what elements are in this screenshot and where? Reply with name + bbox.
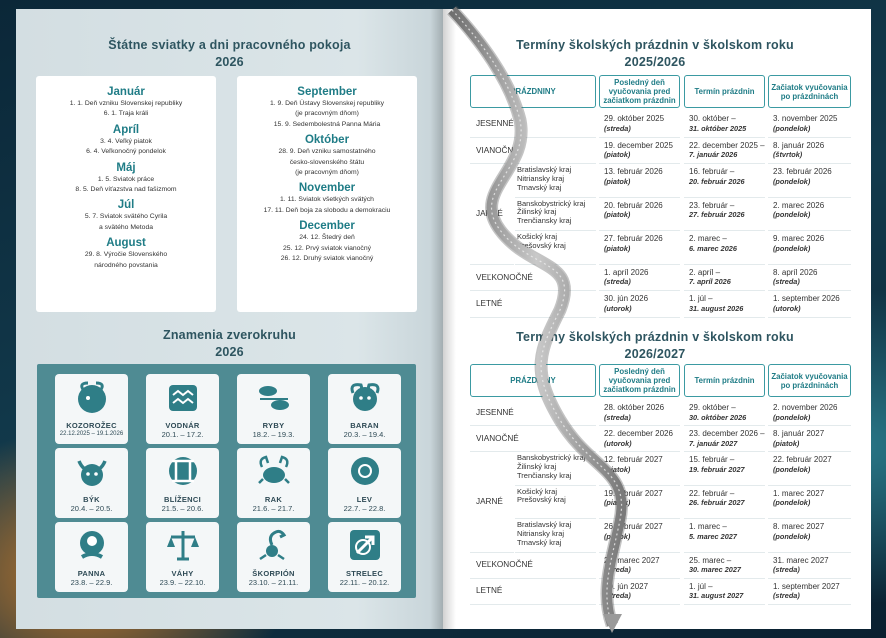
table-cell	[684, 519, 765, 553]
table-cell	[684, 426, 765, 452]
cell-weekday: 27. február 2026	[689, 210, 745, 219]
table-header: Termín prázdnin	[684, 364, 765, 397]
capricorn-icon	[74, 379, 110, 415]
cell-value: 30. október –	[689, 114, 736, 123]
zodiac-title: Znamenia zverokruhu	[163, 328, 296, 342]
table-cell	[599, 265, 680, 292]
cell-weekday: (utorok)	[604, 438, 632, 448]
month-name: Apríl	[112, 123, 140, 136]
cell-value: 1. apríl 2026	[604, 267, 649, 277]
table-header: Posledný deň vyučovania pred začiatkom prázdnin	[599, 75, 680, 108]
month-name: Máj	[116, 161, 136, 174]
region-name: Trnavský kraj	[517, 537, 562, 547]
cell-weekday: (streda)	[604, 591, 631, 600]
table-cell	[684, 138, 765, 165]
holiday-month	[36, 161, 216, 196]
table-cell	[599, 452, 680, 486]
cell-value: 16. február –	[689, 167, 735, 176]
cell-value: 31. marec 2027	[773, 555, 829, 565]
table-cell	[768, 579, 851, 605]
zodiac-card	[146, 448, 219, 518]
zodiac-name: RAK	[264, 495, 283, 504]
zodiac-name: VÁHY	[171, 569, 194, 578]
row-label: VEĽKONOČNÉ	[470, 553, 596, 579]
zodiac-name: BLÍŽENCI	[164, 495, 201, 504]
zodiac-card	[237, 374, 310, 444]
month-name: Január	[107, 86, 145, 98]
holiday-entry: 17. 11. Deň boja za slobodu a demokraciu	[263, 206, 391, 214]
table-cell	[684, 291, 765, 318]
zodiac-dates: 21.6. – 21.7.	[252, 504, 295, 513]
cell-weekday: (streda)	[604, 412, 631, 422]
month-name: August	[106, 237, 146, 250]
cell-weekday: (pondelok)	[773, 123, 811, 133]
region-name: Banskobystrický kraj	[517, 198, 586, 208]
zodiac-panel	[37, 364, 416, 598]
cell-value: 3. november 2025	[773, 114, 838, 123]
cell-value: 1. júl –	[689, 581, 713, 591]
cell-weekday: 30. marec 2027	[689, 565, 741, 574]
region-name: Trnavský kraj	[517, 182, 562, 192]
table-cell	[684, 265, 765, 292]
cell-value: 2. marec –	[689, 234, 727, 243]
row-label: JARNÉ	[470, 452, 514, 553]
region-name: Košický kraj	[517, 486, 558, 496]
holidays-right-box	[237, 76, 417, 312]
holiday-entry: 15. 9. Sedembolestná Panna Mária	[273, 120, 381, 128]
cell-value: 19. december 2025	[604, 140, 673, 150]
holiday-month	[36, 85, 216, 120]
table1-heading	[455, 38, 855, 69]
table-cell	[768, 198, 851, 232]
cell-weekday: (streda)	[773, 591, 800, 600]
cancer-icon	[256, 453, 292, 489]
holiday-entry: 6. 4. Veľkonočný pondelok	[86, 148, 166, 156]
holiday-entry: (je pracovným dňom)	[295, 110, 359, 118]
cell-weekday: 7. január 2027	[689, 438, 738, 448]
cell-weekday: (streda)	[604, 123, 631, 133]
table-cell	[768, 553, 851, 579]
region-name: Banskobystrický kraj	[517, 453, 586, 462]
table-cell	[768, 291, 851, 318]
table-cell	[599, 111, 680, 138]
row-label: VIANOČNÉ	[470, 138, 596, 165]
cell-weekday: (pondelok)	[773, 464, 811, 474]
month-name: November	[298, 182, 356, 195]
cell-value: 15. február –	[689, 455, 735, 464]
table-cell	[599, 138, 680, 165]
row-label: JARNÉ	[470, 164, 514, 265]
zodiac-heading	[16, 328, 443, 359]
month-name: Júl	[117, 199, 135, 212]
region-cell	[515, 486, 596, 520]
table-cell	[768, 138, 851, 165]
region-name: Trenčiansky kraj	[517, 216, 572, 226]
holiday-month	[237, 85, 417, 130]
holiday-month	[237, 181, 417, 216]
zodiac-name: ŠKORPIÓN	[252, 569, 295, 578]
cell-value: 26. február 2027	[604, 522, 663, 531]
cell-weekday: (streda)	[773, 565, 800, 574]
zodiac-name: RYBY	[262, 421, 285, 430]
cell-weekday: (piatok)	[604, 243, 631, 253]
holiday-entry: 1. 1. Deň vzniku Slovenskej republiky	[69, 100, 183, 107]
holiday-month	[36, 198, 216, 233]
book-gutter	[430, 9, 456, 629]
table-cell	[684, 579, 765, 605]
cell-value: 12. február 2027	[604, 455, 663, 464]
cell-value: 29. október 2025	[604, 114, 665, 123]
cell-value: 23. február –	[689, 200, 735, 210]
table-cell	[684, 164, 765, 198]
zodiac-name: BÝK	[83, 495, 100, 504]
holiday-entry: 8. 5. Deň víťazstva nad fašizmom	[75, 186, 177, 194]
cell-value: 23. február 2026	[773, 167, 832, 176]
table-cell	[599, 400, 680, 426]
cell-value: 13. február 2026	[604, 167, 663, 176]
holiday-month	[36, 123, 216, 158]
row-label: LETNÉ	[470, 579, 596, 605]
row-label: JESENNÉ	[470, 111, 596, 138]
gemini-icon	[165, 453, 201, 489]
cell-value: 1. september 2027	[773, 581, 840, 591]
cell-weekday: 31. august 2026	[689, 303, 744, 313]
zodiac-card	[55, 522, 128, 592]
cell-weekday: (piatok)	[604, 464, 631, 474]
table-cell	[768, 486, 851, 520]
zodiac-name: STRELEC	[345, 569, 384, 578]
zodiac-card	[328, 374, 401, 444]
region-cell	[515, 231, 596, 265]
zodiac-card	[237, 448, 310, 518]
zodiac-card	[146, 374, 219, 444]
cell-value: 22. december 2026	[604, 429, 673, 438]
zodiac-name: KOZOROŽEC	[66, 421, 117, 430]
table-cell	[599, 198, 680, 232]
aquarius-icon	[165, 379, 201, 415]
holidays-title: Štátne sviatky a dni pracovného pokoja	[108, 38, 351, 52]
cell-value: 1. marec 2027	[773, 488, 825, 498]
table-cell	[684, 198, 765, 232]
table-cell	[599, 553, 680, 579]
zodiac-dates: 21.5. – 20.6.	[161, 504, 204, 513]
cell-weekday: 19. február 2027	[689, 464, 745, 474]
table-cell	[599, 231, 680, 265]
holiday-entry: 3. 4. Veľký piatok	[100, 137, 152, 145]
cell-weekday: (utorok)	[604, 303, 632, 313]
cell-value: 24. marec 2027	[604, 555, 660, 565]
cell-weekday: (streda)	[604, 565, 631, 574]
region-name: Nitriansky kraj	[517, 528, 565, 538]
holiday-entry: 26. 12. Druhý sviatok vianočný	[280, 255, 374, 263]
cell-value: 30. jún 2026	[604, 294, 649, 303]
cell-value: 25. marec –	[689, 555, 732, 565]
table-cell	[684, 400, 765, 426]
zodiac-dates: 20.3. – 19.4.	[343, 430, 386, 439]
scorpio-icon	[256, 527, 292, 563]
zodiac-dates: 23.8. – 22.9.	[70, 578, 113, 587]
table-cell	[684, 111, 765, 138]
zodiac-name: BARAN	[350, 421, 379, 430]
cell-value: 22. december 2025 –	[689, 140, 765, 150]
virgo-icon	[74, 527, 110, 563]
table-cell	[768, 265, 851, 292]
region-cell	[515, 452, 596, 486]
cell-weekday: (piatok)	[604, 498, 631, 507]
cell-weekday: 31. august 2027	[689, 591, 744, 600]
holiday-entry: 6. 1. Traja králi	[103, 110, 149, 118]
cell-weekday: (pondelok)	[773, 412, 811, 422]
region-name: Prešovský kraj	[517, 495, 566, 505]
pisces-icon	[256, 379, 292, 415]
cell-value: 8. apríl 2026	[773, 267, 818, 277]
cell-value: 2. november 2026	[773, 403, 838, 412]
row-label: VIANOČNÉ	[470, 426, 596, 452]
cell-value: 2. apríl –	[689, 267, 721, 277]
cell-value: 27. február 2026	[604, 234, 663, 243]
region-name: Bratislavský kraj	[517, 520, 572, 529]
zodiac-name: PANNA	[77, 569, 106, 578]
zodiac-card	[328, 448, 401, 518]
region-name: Prešovský kraj	[517, 240, 566, 250]
cell-value: 8. január 2027	[773, 429, 825, 438]
cell-value: 23. december 2026 –	[689, 429, 765, 438]
table-header: PRÁZDNINY	[470, 364, 596, 397]
table-cell	[599, 291, 680, 318]
cell-value: 30. jún 2027	[604, 581, 649, 591]
cell-value: 20. február 2026	[604, 200, 663, 210]
cell-weekday: 31. október 2025	[689, 123, 747, 133]
cell-weekday: (piatok)	[773, 438, 800, 448]
zodiac-dates: 22.11. – 20.12.	[339, 578, 390, 587]
cell-weekday: 7. január 2026	[689, 150, 738, 159]
cell-value: 22. február –	[689, 488, 735, 498]
cell-weekday: 5. marec 2027	[689, 531, 737, 541]
zodiac-dates: 23.9. – 22.10.	[159, 578, 206, 587]
cell-value: 28. október 2026	[604, 403, 665, 412]
holiday-month	[36, 236, 216, 271]
aries-icon	[347, 379, 383, 415]
cell-weekday: (streda)	[773, 277, 800, 286]
zodiac-dates: 20.1. – 17.2.	[161, 430, 204, 439]
zodiac-card	[328, 522, 401, 592]
row-label: LETNÉ	[470, 291, 596, 318]
cell-value: 9. marec 2026	[773, 234, 825, 243]
holiday-month	[237, 133, 417, 178]
cell-weekday: (pondelok)	[773, 498, 811, 507]
cell-weekday: (piatok)	[604, 150, 631, 159]
zodiac-dates: 22.7. – 22.8.	[343, 504, 386, 513]
region-name: Nitriansky kraj	[517, 173, 565, 183]
table-cell	[599, 579, 680, 605]
cell-value: 1. september 2026	[773, 294, 840, 303]
table-cell	[768, 426, 851, 452]
cell-weekday: 30. október 2026	[689, 412, 747, 422]
zodiac-card	[146, 522, 219, 592]
cell-value: 1. marec –	[689, 522, 727, 531]
zodiac-dates: 20.4. – 20.5.	[70, 504, 113, 513]
holiday-entry: 24. 12. Štedrý deň	[299, 234, 355, 242]
cell-weekday: (piatok)	[604, 210, 631, 219]
holiday-entry: 1. 9. Deň Ústavy Slovenskej republiky	[269, 100, 385, 107]
cell-value: 1. júl –	[689, 294, 713, 303]
cell-value: 2. marec 2026	[773, 200, 825, 210]
table2-title: Termíny školských prázdnin v školskom roku	[516, 330, 794, 344]
zodiac-dates: 23.10. – 21.11.	[248, 578, 299, 587]
cell-value: 29. október –	[689, 403, 736, 412]
region-name: Bratislavský kraj	[517, 165, 572, 174]
table1-year: 2025/2026	[624, 55, 686, 69]
table-header: Termín prázdnin	[684, 75, 765, 108]
cell-weekday: (pondelok)	[773, 210, 811, 219]
region-cell	[515, 519, 596, 553]
cell-value: 22. február 2027	[773, 455, 832, 464]
zodiac-name: LEV	[356, 495, 373, 504]
cell-weekday: (pondelok)	[773, 176, 811, 186]
table-cell	[684, 231, 765, 265]
month-name: September	[297, 86, 357, 98]
table-cell	[599, 486, 680, 520]
holiday-entry: 29. 8. Výročie Slovenského	[84, 251, 168, 259]
table-cell	[684, 486, 765, 520]
cell-weekday: (utorok)	[773, 303, 801, 313]
table-header: Začiatok vyučovania po prázdninách	[768, 75, 851, 108]
month-name: Október	[304, 134, 350, 147]
table-cell	[768, 164, 851, 198]
table-header: Posledný deň vyučovania pred začiatkom prázdnin	[599, 364, 680, 397]
cell-weekday: 26. február 2027	[689, 498, 745, 507]
holiday-entry: 1. 11. Sviatok všetkých svätých	[280, 196, 374, 204]
cell-weekday: (pondelok)	[773, 531, 811, 541]
cell-value: 8. marec 2027	[773, 522, 825, 531]
holiday-entry: 5. 7. Sviatok svätého Cyrila	[84, 213, 168, 221]
region-cell	[515, 164, 596, 198]
cell-value: 19. február 2027	[604, 488, 663, 498]
holiday-entry: národného povstania	[94, 261, 158, 269]
region-name: Žilinský kraj	[517, 207, 557, 217]
cell-weekday: 7. apríl 2026	[689, 277, 731, 286]
holidays-left-box	[36, 76, 216, 312]
cell-weekday: 6. marec 2026	[689, 243, 737, 253]
zodiac-dates: 22.12.2025 – 19.1.2026	[59, 431, 124, 437]
holiday-entry: 25. 12. Prvý sviatok vianočný	[282, 244, 372, 252]
row-label: VEĽKONOČNÉ	[470, 265, 596, 292]
zodiac-card	[237, 522, 310, 592]
table2-heading	[455, 330, 855, 361]
table-cell	[599, 164, 680, 198]
row-label: JESENNÉ	[470, 400, 596, 426]
region-cell	[515, 198, 596, 232]
table-cell	[768, 452, 851, 486]
holiday-entry: česko-slovenského štátu	[289, 158, 365, 166]
cell-weekday: (pondelok)	[773, 243, 811, 253]
leo-icon	[347, 453, 383, 489]
table-cell	[599, 519, 680, 553]
zodiac-card	[55, 448, 128, 518]
table-cell	[684, 553, 765, 579]
holidays-year: 2026	[215, 55, 244, 69]
cell-weekday: (piatok)	[604, 531, 631, 541]
holiday-entry: (je pracovným dňom)	[295, 169, 359, 177]
sagittarius-icon	[347, 527, 383, 563]
cell-value: 8. január 2026	[773, 140, 825, 150]
holiday-entry: 1. 5. Sviatok práce	[97, 175, 155, 183]
zodiac-name: VODNÁR	[165, 421, 200, 430]
taurus-icon	[74, 453, 110, 489]
table-cell	[768, 400, 851, 426]
cell-weekday: (streda)	[604, 277, 631, 286]
region-name: Žilinský kraj	[517, 461, 557, 471]
region-name: Trenčiansky kraj	[517, 470, 572, 480]
table-cell	[768, 231, 851, 265]
table-header: Začiatok vyučovania po prázdninách	[768, 364, 851, 397]
cell-weekday: 20. február 2026	[689, 176, 745, 186]
holiday-entry: a svätého Metoda	[98, 223, 154, 231]
table2-year: 2026/2027	[624, 347, 686, 361]
table-cell	[768, 519, 851, 553]
zodiac-card	[55, 374, 128, 444]
holiday-month	[237, 219, 417, 264]
table-cell	[684, 452, 765, 486]
table-header: PRÁZDNINY	[470, 75, 596, 108]
holidays-heading	[16, 38, 443, 69]
region-name: Košický kraj	[517, 232, 558, 241]
zodiac-year: 2026	[215, 345, 244, 359]
cell-weekday: (štvrtok)	[773, 150, 803, 159]
table-cell	[599, 426, 680, 452]
holiday-entry: 28. 9. Deň vzniku samostatného	[278, 148, 376, 156]
libra-icon	[165, 527, 201, 563]
zodiac-dates: 18.2. – 19.3.	[252, 430, 295, 439]
table1-title: Termíny školských prázdnin v školskom roku	[516, 38, 794, 52]
month-name: December	[299, 220, 355, 233]
table-cell	[768, 111, 851, 138]
cell-weekday: (piatok)	[604, 176, 631, 186]
